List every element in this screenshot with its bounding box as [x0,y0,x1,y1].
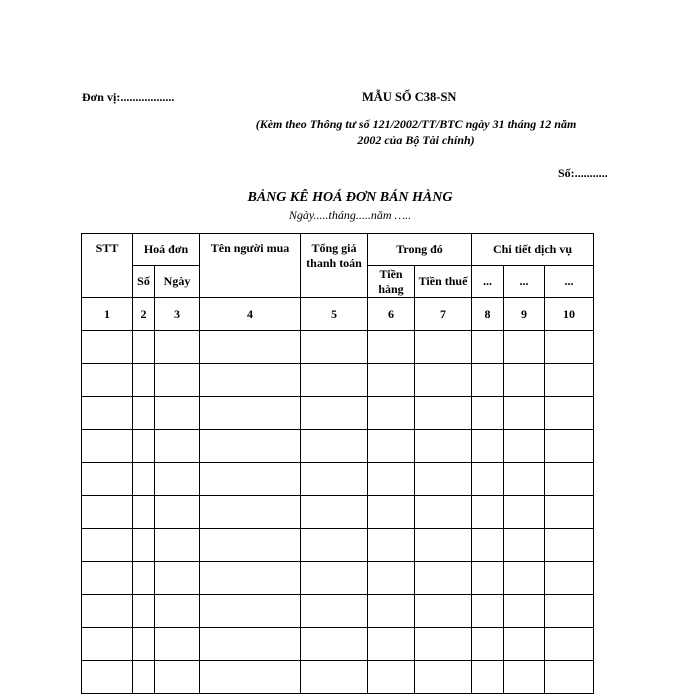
table-cell [415,661,472,694]
header-service-detail: Chi tiết dịch vụ [472,234,594,266]
table-cell [301,562,368,595]
header-total [301,234,368,298]
table-cell [415,562,472,595]
header-goods-line1: Tiền [379,266,403,281]
table-cell [82,463,133,496]
table-cell [368,562,415,595]
form-code: MẪU SỐ C38-SN [362,90,457,104]
table-cell [301,496,368,529]
table-cell [82,331,133,364]
column-number: 2 [133,298,155,331]
table-cell [368,463,415,496]
table-row [82,331,594,364]
table-cell [155,661,200,694]
table-cell [133,397,155,430]
table-cell [82,430,133,463]
column-number: 5 [301,298,368,331]
table-cell [472,529,504,562]
table-cell [200,463,301,496]
table-cell [133,595,155,628]
table-row [82,529,594,562]
table-cell [200,430,301,463]
table-cell [155,364,200,397]
table-cell [200,364,301,397]
date-line: Ngày.....tháng.....năm ….. [288,208,412,222]
table-cell [472,463,504,496]
table-cell [368,529,415,562]
header-invoice: Hoá đơn [133,234,200,266]
table-cell [133,628,155,661]
table-cell [155,430,200,463]
table-cell [368,496,415,529]
table-row [82,463,594,496]
column-number: 3 [155,298,200,331]
table-cell [504,331,545,364]
table-cell [472,364,504,397]
table-cell [133,562,155,595]
table-cell [545,595,594,628]
column-number: 7 [415,298,472,331]
header-dots-3: ... [545,266,594,298]
table-cell [82,562,133,595]
table-cell [301,595,368,628]
table-cell [504,496,545,529]
column-number: 6 [368,298,415,331]
header-goods-line2: hàng [378,281,404,296]
table-cell [82,628,133,661]
table-cell [545,661,594,694]
table-row [82,628,594,661]
header-total-line1: Tổng giá [311,241,357,255]
table-cell [301,430,368,463]
table-row [82,496,594,529]
table-cell [133,331,155,364]
table-cell [504,628,545,661]
table-cell [200,496,301,529]
header-stt: STT [82,234,133,298]
regulation-reference [234,116,598,148]
table-cell [155,496,200,529]
table-cell [504,661,545,694]
table-cell [472,562,504,595]
table-cell [200,529,301,562]
table-cell [415,595,472,628]
table-cell [415,430,472,463]
table-cell [200,562,301,595]
table-cell [200,595,301,628]
unit-label: Đơn vị:.................. [82,90,175,104]
header-goods [368,266,415,298]
table-cell [368,364,415,397]
table-cell [545,496,594,529]
table-cell [301,463,368,496]
table-cell [415,331,472,364]
table-row [82,661,594,694]
document-number: Số:........... [558,166,608,180]
table-cell [415,496,472,529]
table-cell [504,430,545,463]
table-cell [155,628,200,661]
table-cell [368,430,415,463]
table-cell [155,331,200,364]
header-invoice-no: Số [133,266,155,298]
table-cell [200,331,301,364]
header-of-which: Trong đó [368,234,472,266]
table-cell [82,496,133,529]
table-cell [155,595,200,628]
table-cell [415,529,472,562]
table-cell [504,364,545,397]
table-cell [545,397,594,430]
table-cell [82,397,133,430]
table-cell [545,331,594,364]
table-cell [545,529,594,562]
table-cell [472,397,504,430]
table-cell [472,331,504,364]
header-invoice-date: Ngày [155,266,200,298]
table-cell [472,496,504,529]
table-cell [368,397,415,430]
table-cell [472,595,504,628]
header-dots-1: ... [472,266,504,298]
table-cell [415,628,472,661]
column-number: 8 [472,298,504,331]
table-row [82,595,594,628]
table-cell [200,628,301,661]
table-row [82,364,594,397]
table-cell [133,496,155,529]
table-cell [82,595,133,628]
table-cell [301,529,368,562]
table-cell [368,595,415,628]
table-cell [133,661,155,694]
table-cell [301,397,368,430]
table-cell [504,529,545,562]
table-cell [504,595,545,628]
column-number-row [82,298,594,331]
table-cell [368,661,415,694]
table-cell [415,397,472,430]
table-cell [301,364,368,397]
page-title: BẢNG KÊ HOÁ ĐƠN BÁN HÀNG [247,190,453,205]
table-cell [472,430,504,463]
table-cell [368,628,415,661]
table-cell [472,628,504,661]
table-cell [200,661,301,694]
table-cell [504,397,545,430]
table-cell [545,562,594,595]
table-cell [472,661,504,694]
column-number: 10 [545,298,594,331]
table-row [82,562,594,595]
table-cell [82,364,133,397]
table-cell [301,628,368,661]
table-cell [155,397,200,430]
invoice-table [81,233,594,694]
table-row [82,430,594,463]
table-cell [200,397,301,430]
regulation-reference-line1: (Kèm theo Thông tư số 121/2002/TT/BTC ngày 31 tháng 12 năm [255,117,577,131]
table-row [82,397,594,430]
table-cell [545,628,594,661]
table-cell [155,529,200,562]
table-cell [415,364,472,397]
table-cell [155,562,200,595]
table-cell [504,562,545,595]
table-cell [504,463,545,496]
table-cell [133,364,155,397]
header-buyer: Tên người mua [200,234,301,298]
header-tax: Tiền thuế [415,266,472,298]
header-dots-2: ... [504,266,545,298]
table-cell [133,463,155,496]
table-cell [155,463,200,496]
column-number: 4 [200,298,301,331]
header-total-line2: thanh toán [306,256,362,270]
table-cell [133,529,155,562]
table-cell [545,463,594,496]
table-cell [301,331,368,364]
table-cell [545,430,594,463]
table-cell [545,364,594,397]
column-number: 9 [504,298,545,331]
table-cell [368,331,415,364]
table-cell [301,661,368,694]
table-cell [82,529,133,562]
table-cell [415,463,472,496]
regulation-reference-line2: 2002 của Bộ Tài chính) [357,133,475,147]
table-cell [133,430,155,463]
table-cell [82,661,133,694]
column-number: 1 [82,298,133,331]
